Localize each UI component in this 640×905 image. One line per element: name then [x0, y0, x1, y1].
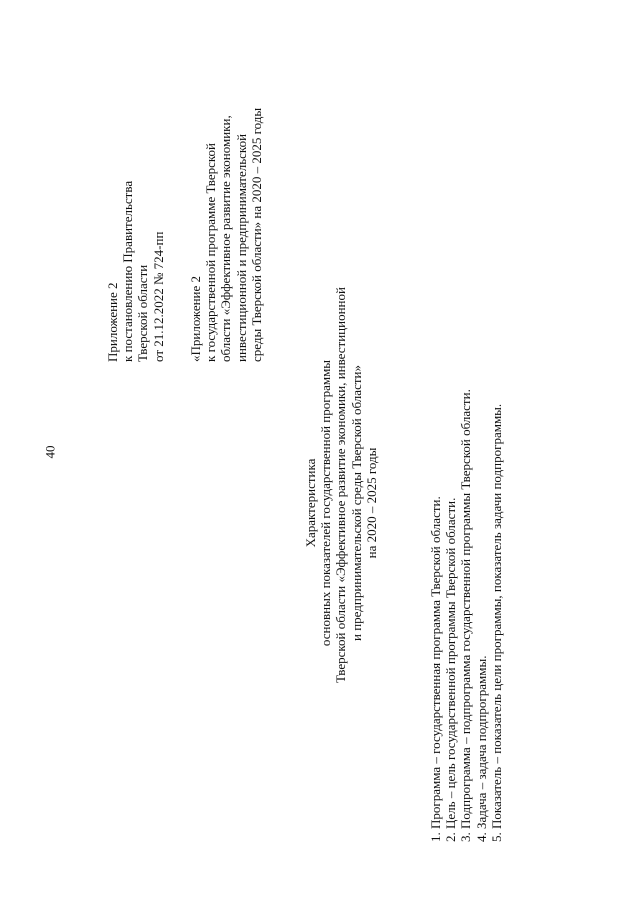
definition-item: 3. Подпрограмма – подпрограмма государственной программы Тверской области. [458, 389, 474, 842]
appendix-line: Тверской области [135, 264, 151, 362]
definitions-list [428, 389, 504, 842]
title-line: основных показателей государственной программы [318, 359, 334, 647]
definition-item: 2. Цель – цель государственной программы Тверской области. [443, 497, 459, 842]
title-line: Характеристика [303, 458, 318, 548]
title-line: на 2020 – 2025 годы [363, 447, 379, 559]
quoted-appendix-line: к государственной программе Тверской [203, 142, 219, 362]
appendix-line: от 21.12.2022 № 724-пп [150, 231, 166, 362]
quoted-appendix-line: области «Эффективное развитие экономики, [218, 115, 234, 362]
title-line: и предпринимательской среды Тверской области» [348, 365, 364, 641]
definition-item: 4. Задача – задача подпрограммы. [473, 655, 489, 842]
appendix-line: Приложение 2 [105, 282, 120, 362]
quoted-appendix-line: «Приложение 2 [188, 275, 203, 362]
appendix-header [105, 181, 166, 362]
quoted-appendix-line: среды Тверской области» на 2020 – 2025 годы [248, 107, 264, 362]
definition-item: 5. Показатель – показатель цели программы, показатель задачи подпрограммы. [488, 403, 504, 842]
quoted-appendix-line: инвестиционной и предпринимательской [233, 133, 249, 362]
page-number: 40 [42, 445, 58, 459]
definition-item: 1. Программа – государственная программа Тверской области. [428, 496, 443, 842]
quoted-appendix-header [188, 108, 264, 362]
title-line: Тверской области «Эффективное развитие экономики, инвестиционной [333, 287, 349, 683]
appendix-line: к постановлению Правительства [120, 180, 136, 362]
document-title [303, 287, 379, 683]
